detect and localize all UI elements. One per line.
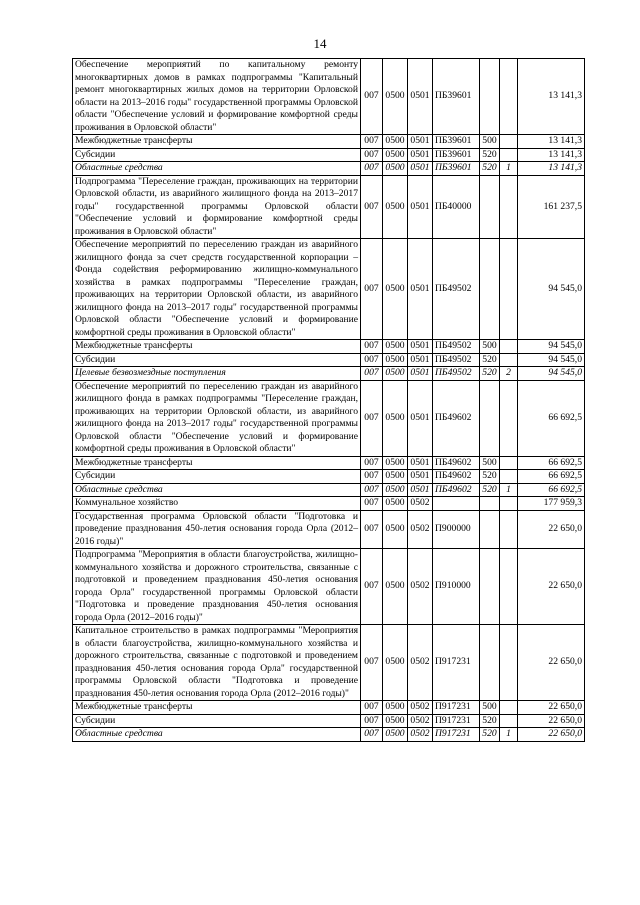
row-expense-type-cell: 520: [480, 483, 500, 497]
row-subsection-cell: 0501: [408, 239, 433, 340]
row-amount-cell: 22 650,0: [518, 728, 585, 742]
row-expense-type-cell: 500: [480, 135, 500, 149]
page-number: 14: [313, 36, 327, 51]
row-grbs-cell: 007: [361, 549, 383, 625]
row-expense-type-cell: [480, 625, 500, 701]
row-target-article-cell: ПБ49602: [433, 483, 480, 497]
row-source-cell: 1: [500, 728, 518, 742]
row-target-article-cell: П917231: [433, 701, 480, 715]
row-source-cell: 1: [500, 162, 518, 176]
row-name-cell: Субсидии: [73, 714, 361, 728]
row-subsection-cell: 0501: [408, 353, 433, 367]
row-expense-type-cell: [480, 380, 500, 456]
row-amount-cell: 94 545,0: [518, 367, 585, 381]
row-expense-type-cell: [480, 59, 500, 135]
row-name-cell: Областные средства: [73, 728, 361, 742]
row-source-cell: [500, 701, 518, 715]
table-row: [73, 728, 585, 742]
table-row: [73, 162, 585, 176]
row-section-cell: 0500: [383, 353, 408, 367]
row-name-cell: Субсидии: [73, 148, 361, 162]
row-name-cell: Обеспечение мероприятий по переселению граждан из аварийного жилищного фонда в рамках подпрограммы "Переселение граждан, проживающих на территории Орловской области, из аварийного жилищного фонда на 2013–2017 годы" государственной программы Орловской области "Обеспечение условий и формирование комфортной среды проживания в Орловской области": [73, 380, 361, 456]
row-source-cell: [500, 456, 518, 470]
row-section-cell: 0500: [383, 728, 408, 742]
row-name-cell: Межбюджетные трансферты: [73, 340, 361, 354]
row-expense-type-cell: 520: [480, 148, 500, 162]
budget-table: [72, 58, 585, 742]
row-target-article-cell: П900000: [433, 510, 480, 549]
row-source-cell: [500, 714, 518, 728]
row-subsection-cell: 0501: [408, 483, 433, 497]
table-row: [73, 549, 585, 625]
row-grbs-cell: 007: [361, 497, 383, 511]
row-target-article-cell: [433, 497, 480, 511]
row-target-article-cell: ПБ39601: [433, 59, 480, 135]
row-target-article-cell: ПБ49602: [433, 380, 480, 456]
row-section-cell: 0500: [383, 456, 408, 470]
row-amount-cell: 94 545,0: [518, 239, 585, 340]
row-name-cell: Субсидии: [73, 470, 361, 484]
row-section-cell: 0500: [383, 510, 408, 549]
budget-table-body: [73, 59, 585, 742]
row-source-cell: [500, 135, 518, 149]
row-name-cell: Целевые безвозмездные поступления: [73, 367, 361, 381]
row-target-article-cell: ПБ49502: [433, 367, 480, 381]
table-row: [73, 175, 585, 239]
row-subsection-cell: 0501: [408, 162, 433, 176]
table-row: [73, 59, 585, 135]
row-amount-cell: 66 692,5: [518, 456, 585, 470]
row-grbs-cell: 007: [361, 353, 383, 367]
row-target-article-cell: ПБ40000: [433, 175, 480, 239]
row-grbs-cell: 007: [361, 239, 383, 340]
table-row: [73, 340, 585, 354]
row-target-article-cell: ПБ39601: [433, 162, 480, 176]
row-target-article-cell: ПБ49602: [433, 456, 480, 470]
row-subsection-cell: 0501: [408, 340, 433, 354]
row-grbs-cell: 007: [361, 625, 383, 701]
row-section-cell: 0500: [383, 625, 408, 701]
row-grbs-cell: 007: [361, 380, 383, 456]
row-expense-type-cell: 520: [480, 353, 500, 367]
row-amount-cell: 22 650,0: [518, 701, 585, 715]
row-target-article-cell: ПБ49602: [433, 470, 480, 484]
row-subsection-cell: 0501: [408, 148, 433, 162]
row-section-cell: 0500: [383, 470, 408, 484]
row-expense-type-cell: 520: [480, 162, 500, 176]
row-grbs-cell: 007: [361, 367, 383, 381]
row-source-cell: [500, 625, 518, 701]
row-amount-cell: 161 237,5: [518, 175, 585, 239]
row-subsection-cell: 0502: [408, 549, 433, 625]
table-row: [73, 239, 585, 340]
row-amount-cell: 66 692,5: [518, 380, 585, 456]
row-name-cell: Межбюджетные трансферты: [73, 456, 361, 470]
row-target-article-cell: ПБ49502: [433, 340, 480, 354]
row-subsection-cell: 0502: [408, 510, 433, 549]
row-grbs-cell: 007: [361, 701, 383, 715]
row-amount-cell: 66 692,5: [518, 483, 585, 497]
row-target-article-cell: П917231: [433, 728, 480, 742]
row-expense-type-cell: 500: [480, 340, 500, 354]
row-section-cell: 0500: [383, 497, 408, 511]
row-name-cell: Областные средства: [73, 162, 361, 176]
row-expense-type-cell: [480, 175, 500, 239]
row-section-cell: 0500: [383, 239, 408, 340]
row-section-cell: 0500: [383, 367, 408, 381]
row-section-cell: 0500: [383, 340, 408, 354]
row-expense-type-cell: [480, 497, 500, 511]
row-target-article-cell: ПБ49502: [433, 353, 480, 367]
row-target-article-cell: ПБ49502: [433, 239, 480, 340]
row-section-cell: 0500: [383, 549, 408, 625]
table-row: [73, 483, 585, 497]
row-subsection-cell: 0502: [408, 714, 433, 728]
row-grbs-cell: 007: [361, 510, 383, 549]
row-section-cell: 0500: [383, 380, 408, 456]
row-target-article-cell: ПБ39601: [433, 135, 480, 149]
row-amount-cell: 13 141,3: [518, 135, 585, 149]
table-row: [73, 148, 585, 162]
row-name-cell: Капитальное строительство в рамках подпрограммы "Мероприятия в области благоустройства, жилищно-коммунального хозяйства и дорожного строительства, связанные с подготовкой и проведением празднования 450-летия основания города Орла" государственной программы Орловской области "Подготовка и проведение празднования 450-летия основания города Орла (2012–2016 годы)": [73, 625, 361, 701]
row-source-cell: [500, 340, 518, 354]
row-source-cell: [500, 510, 518, 549]
row-grbs-cell: 007: [361, 162, 383, 176]
table-row: [73, 714, 585, 728]
row-grbs-cell: 007: [361, 340, 383, 354]
row-name-cell: Подпрограмма "Мероприятия в области благоустройства, жилищно-коммунального хозяйства и дорожного строительства, связанные с подготовкой и проведением празднования 450-летия основания города Орла" государственной программы Орловской области "Подготовка и проведение празднования 450-летия основания города Орла (2012–2016 годы)": [73, 549, 361, 625]
row-target-article-cell: ПБ39601: [433, 148, 480, 162]
table-row: [73, 625, 585, 701]
row-name-cell: Областные средства: [73, 483, 361, 497]
row-section-cell: 0500: [383, 135, 408, 149]
row-name-cell: Государственная программа Орловской области "Подготовка и проведение празднования 450-летия основания города Орла (2012–2016 годы)": [73, 510, 361, 549]
row-section-cell: 0500: [383, 162, 408, 176]
row-expense-type-cell: 520: [480, 470, 500, 484]
row-name-cell: Субсидии: [73, 353, 361, 367]
row-section-cell: 0500: [383, 148, 408, 162]
row-grbs-cell: 007: [361, 59, 383, 135]
row-section-cell: 0500: [383, 483, 408, 497]
row-expense-type-cell: 500: [480, 456, 500, 470]
row-name-cell: Коммунальное хозяйство: [73, 497, 361, 511]
row-amount-cell: 94 545,0: [518, 340, 585, 354]
table-row: [73, 353, 585, 367]
row-expense-type-cell: 500: [480, 701, 500, 715]
row-source-cell: [500, 380, 518, 456]
row-source-cell: [500, 148, 518, 162]
table-row: [73, 470, 585, 484]
row-amount-cell: 22 650,0: [518, 510, 585, 549]
table-row: [73, 497, 585, 511]
row-amount-cell: 22 650,0: [518, 549, 585, 625]
row-grbs-cell: 007: [361, 148, 383, 162]
row-grbs-cell: 007: [361, 714, 383, 728]
table-row: [73, 701, 585, 715]
row-expense-type-cell: 520: [480, 367, 500, 381]
row-name-cell: Межбюджетные трансферты: [73, 135, 361, 149]
row-name-cell: Подпрограмма "Переселение граждан, проживающих на территории Орловской области, из аварийного жилищного фонда на 2013–2017 годы" государственной программы Орловской области "Обеспечение условий и формирование комфортной среды проживания в Орловской области": [73, 175, 361, 239]
row-source-cell: 1: [500, 483, 518, 497]
row-subsection-cell: 0501: [408, 470, 433, 484]
row-source-cell: 2: [500, 367, 518, 381]
row-subsection-cell: 0501: [408, 367, 433, 381]
row-amount-cell: 66 692,5: [518, 470, 585, 484]
row-subsection-cell: 0501: [408, 175, 433, 239]
row-subsection-cell: 0501: [408, 59, 433, 135]
row-section-cell: 0500: [383, 175, 408, 239]
row-expense-type-cell: [480, 510, 500, 549]
row-expense-type-cell: [480, 549, 500, 625]
row-subsection-cell: 0502: [408, 497, 433, 511]
row-name-cell: Обеспечение мероприятий по переселению граждан из аварийного жилищного фонда за счет средств государственной корпорации – Фонда содействия реформированию жилищно-коммунального хозяйства в рамках подпрограммы "Переселение граждан, проживающих на территории Орловской области, из аварийного жилищного фонда на 2013–2017 годы" государственной программы Орловской области "Обеспечение условий и формирование комфортной среды проживания в Орловской области": [73, 239, 361, 340]
row-expense-type-cell: 520: [480, 728, 500, 742]
row-subsection-cell: 0501: [408, 380, 433, 456]
row-section-cell: 0500: [383, 59, 408, 135]
row-subsection-cell: 0502: [408, 625, 433, 701]
table-row: [73, 456, 585, 470]
row-subsection-cell: 0501: [408, 135, 433, 149]
row-name-cell: Обеспечение мероприятий по капитальному ремонту многоквартирных домов в рамках подпрограммы "Капитальный ремонт многоквартирных жилых домов на территории Орловской области на 2013–2016 годы" государственной программы Орловской области "Обеспечение условий и формирование комфортной среды проживания в Орловской области": [73, 59, 361, 135]
row-grbs-cell: 007: [361, 470, 383, 484]
row-source-cell: [500, 353, 518, 367]
row-subsection-cell: 0502: [408, 728, 433, 742]
row-amount-cell: 177 959,3: [518, 497, 585, 511]
row-source-cell: [500, 239, 518, 340]
row-expense-type-cell: [480, 239, 500, 340]
row-grbs-cell: 007: [361, 728, 383, 742]
table-row: [73, 367, 585, 381]
row-source-cell: [500, 549, 518, 625]
row-expense-type-cell: 520: [480, 714, 500, 728]
table-row: [73, 380, 585, 456]
row-source-cell: [500, 470, 518, 484]
table-row: [73, 135, 585, 149]
row-target-article-cell: П910000: [433, 549, 480, 625]
row-target-article-cell: П917231: [433, 714, 480, 728]
row-source-cell: [500, 175, 518, 239]
row-grbs-cell: 007: [361, 456, 383, 470]
row-amount-cell: 94 545,0: [518, 353, 585, 367]
row-grbs-cell: 007: [361, 175, 383, 239]
row-amount-cell: 13 141,3: [518, 148, 585, 162]
row-name-cell: Межбюджетные трансферты: [73, 701, 361, 715]
row-source-cell: [500, 497, 518, 511]
table-row: [73, 510, 585, 549]
row-section-cell: 0500: [383, 714, 408, 728]
row-source-cell: [500, 59, 518, 135]
row-grbs-cell: 007: [361, 483, 383, 497]
row-target-article-cell: П917231: [433, 625, 480, 701]
row-section-cell: 0500: [383, 701, 408, 715]
row-grbs-cell: 007: [361, 135, 383, 149]
row-amount-cell: 22 650,0: [518, 714, 585, 728]
row-subsection-cell: 0502: [408, 701, 433, 715]
row-amount-cell: 22 650,0: [518, 625, 585, 701]
row-subsection-cell: 0501: [408, 456, 433, 470]
row-amount-cell: 13 141,3: [518, 162, 585, 176]
row-amount-cell: 13 141,3: [518, 59, 585, 135]
